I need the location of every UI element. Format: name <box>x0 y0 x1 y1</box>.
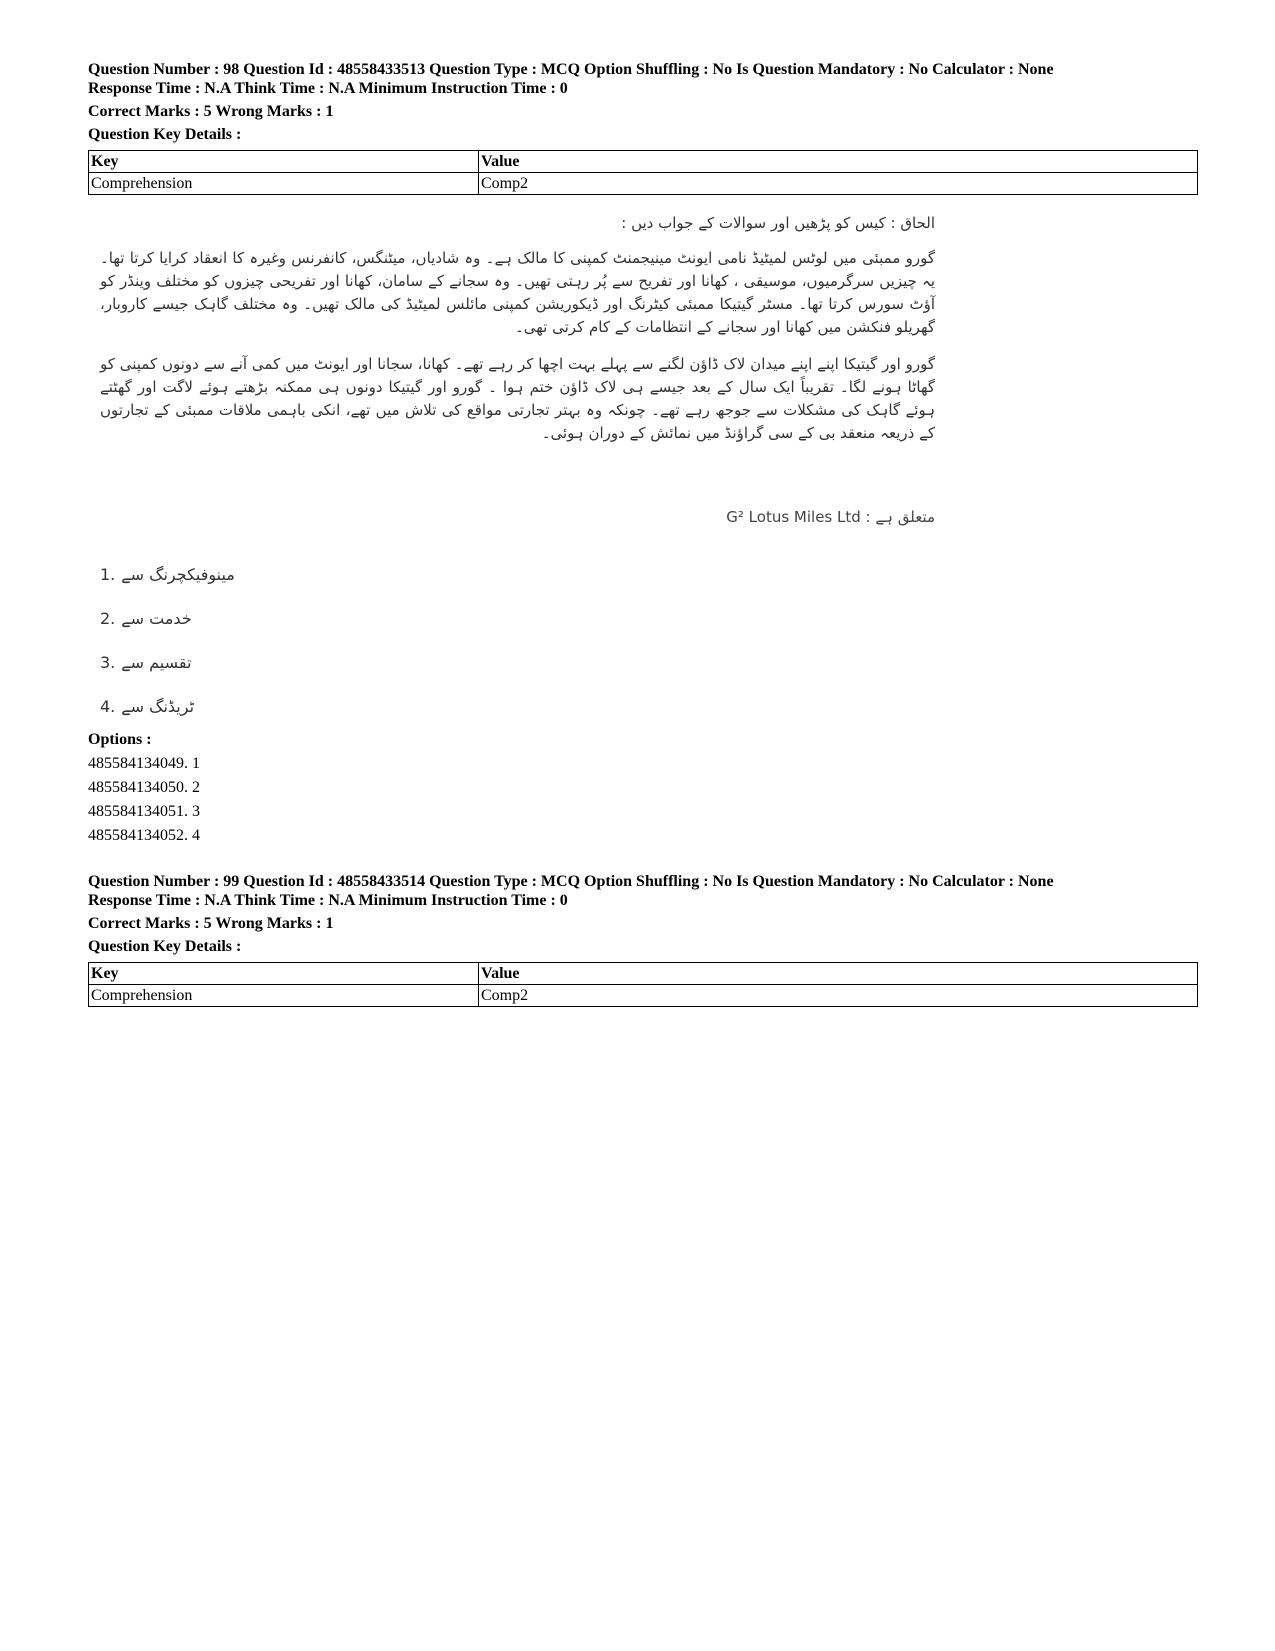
question-marks: Correct Marks : 5 Wrong Marks : 1 <box>88 915 334 932</box>
question-timing: Response Time : N.A Think Time : N.A Minimum Instruction Time : 0 <box>88 80 568 97</box>
key-details-label: Question Key Details : <box>88 126 242 143</box>
table-row <box>89 985 1198 1007</box>
passage-paragraph-1: گورو ممبئی میں لوٹس لمیٹیڈ نامی ایونٹ مینیجمنٹ کمپنی کا مالک ہے۔ وہ شادیاں، میٹنگس، کانفرنس وغیرہ کا انعقاد کرایا کرتا تھا۔ یہ چیزیں سرگرمیوں، موسیقی ، کھانا اور تفریح سے پُر رہتی تھیں۔ وہ سجانے کے سامان، کھانا اور تفریحی چیزوں کو مختلف وینڈر کو آؤٹ سورس کرتا تھا۔ مسٹر گیتیکا ممبئی کیٹرنگ اور ڈیکوریشن کمپنی مائلس لمیٹیڈ کی مالک تھیں۔ وہ مختلف گاہک جیسے کاروبار، گھریلو فنکشن میں کھانا اور سجانے کے انتظامات کے کام کرتی تھی۔ <box>100 249 935 336</box>
question-text <box>700 508 935 526</box>
table-header-value: Value <box>479 963 1198 985</box>
option-item: 485584134050. 2 <box>88 779 200 796</box>
urdu-passage <box>100 212 935 445</box>
options-label: Options : <box>88 731 152 748</box>
list-item <box>100 640 400 684</box>
key-details-label: Question Key Details : <box>88 938 242 955</box>
answer-choices <box>100 552 400 728</box>
list-item <box>100 596 400 640</box>
question-timing: Response Time : N.A Think Time : N.A Minimum Instruction Time : 0 <box>88 892 568 909</box>
option-item: 485584134052. 4 <box>88 827 200 844</box>
question-header: Question Number : 99 Question Id : 48558433514 Question Type : MCQ Option Shuffling : No Is Question Mandatory : No Calculator : None <box>88 873 1054 890</box>
choice-text: مینوفیکچرنگ سے <box>121 564 235 584</box>
option-item: 485584134049. 1 <box>88 755 200 772</box>
choice-text: خدمت سے <box>121 608 192 628</box>
option-item: 485584134051. 3 <box>88 803 200 820</box>
passage-heading: الحاق : کیس کو پڑھیں اور سوالات کے جواب دیں : <box>621 214 935 232</box>
list-item <box>100 684 400 728</box>
table-cell-key: Comprehension <box>89 173 479 195</box>
table-header-key: Key <box>89 151 479 173</box>
choice-number: 2. <box>100 608 116 628</box>
table-cell-value: Comp2 <box>479 173 1198 195</box>
table-header-key: Key <box>89 963 479 985</box>
options-block <box>88 728 488 848</box>
choice-text: تقسیم سے <box>121 652 192 672</box>
choice-number: 1. <box>100 564 116 584</box>
table-row <box>89 173 1198 195</box>
question-99-block <box>88 872 1198 1007</box>
question-urdu: متعلق ہے : <box>865 508 935 526</box>
passage-paragraph-2: گورو اور گیتیکا اپنے اپنے میدان لاک ڈاؤن لگنے سے پہلے بہت اچھا کر رہے تھے۔ کھانا، سجانا اور ایونٹ میں کمی آنے سے دونوں کمپنی کو گھاٹا ہونے لگا۔ تقریباً ایک سال کے بعد جیسے ہی لاک ڈاؤن ختم ہوا ۔ گورو اور گیتیکا دونوں ہی ممکنہ بڑھتے ہوئے لاگت اور گھٹتے ہوئے گاہک کی مشکلات سے جوجھ رہے تھے۔ چونکہ وہ بہتر تجارتی مواقع کی تلاش میں تھے، انکی باہمی ملاقات ممبئی کے تجارتوں کے ذریعہ منعقد بی کے سی گراؤنڈ میں نمائش کے دوران ہوئی۔ <box>100 355 935 442</box>
question-98-block <box>88 60 1198 195</box>
question-brand: G² Lotus Miles Ltd <box>726 508 861 526</box>
list-item <box>100 552 400 596</box>
question-header: Question Number : 98 Question Id : 48558433513 Question Type : MCQ Option Shuffling : No Is Question Mandatory : No Calculator : None <box>88 61 1054 78</box>
key-details-table <box>88 962 1198 1007</box>
choice-number: 3. <box>100 652 116 672</box>
table-cell-key: Comprehension <box>89 985 479 1007</box>
question-marks: Correct Marks : 5 Wrong Marks : 1 <box>88 103 334 120</box>
choice-text: ٹریڈنگ سے <box>121 696 195 716</box>
table-header-value: Value <box>479 151 1198 173</box>
table-cell-value: Comp2 <box>479 985 1198 1007</box>
choice-number: 4. <box>100 696 116 716</box>
key-details-table <box>88 150 1198 195</box>
